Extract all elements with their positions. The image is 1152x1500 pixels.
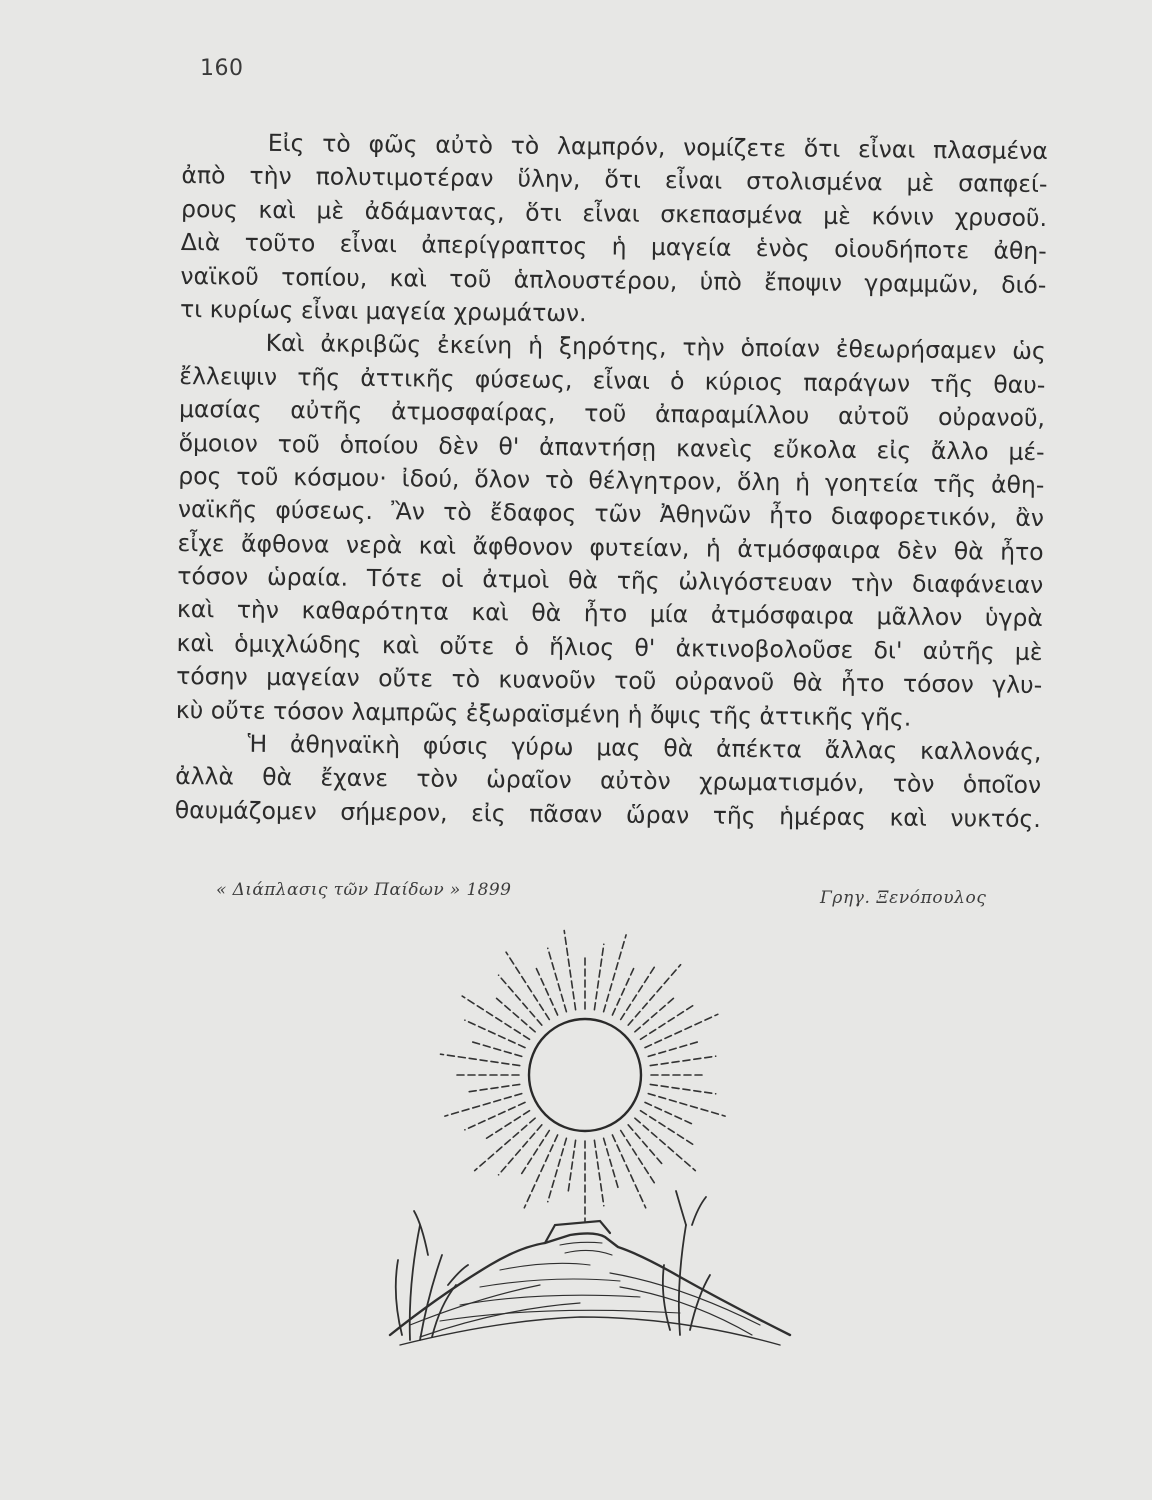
sun-ray (564, 931, 575, 1010)
sun-ray (521, 1131, 549, 1175)
author-name: Γρηγ. Ξενόπουλος (820, 888, 987, 908)
sun-ray (604, 935, 627, 1012)
sun-ray (650, 1084, 715, 1093)
text-line: θαυμάζομεν σήμερον, εἰς πᾶσαν ὥραν τῆς ἡμέρας καὶ νυκτός. (174, 795, 1041, 833)
sun-ray (641, 1004, 697, 1040)
sun-ray (465, 1102, 525, 1129)
sun-ray (462, 996, 529, 1039)
sun-ray (594, 1140, 603, 1205)
sun-ray (645, 1102, 692, 1124)
text-line: τόσην μαγείαν οὔτε τὸ κυανοῦν τοῦ οὐρανοῦ θὰ ἦτο τόσον γλυ- (176, 662, 1043, 700)
sun-ray (472, 1042, 522, 1057)
text-line: Ἡ ἀθηναϊκὴ φύσις γύρω μας θὰ ἀπέκτα ἄλλας καλλονάς, (247, 729, 1042, 767)
sun-ray (506, 952, 549, 1019)
paragraph-1 (180, 126, 1048, 335)
text-line: ἀπὸ τὴν πολυτιμοτέραν ὕλην, ὅτι εἶναι στολισμένα μὲ σαπφεί- (181, 161, 1048, 199)
sun-ray (486, 1111, 530, 1139)
text-line: εἶχε ἄφθονα νερὰ καὶ ἄφθονον φυτείαν, ἡ ἀτμόσφαιρα δὲν θὰ ἦτο (177, 528, 1044, 566)
sun-ray (612, 1135, 645, 1208)
sun-ray (441, 1054, 520, 1065)
text-line: καὶ τὴν καθαρότητα καὶ θὰ ἦτο μία ἀτμόσφαιρα μᾶλλον ὑγρὰ (176, 595, 1044, 633)
text-line: ἔλλειψιν τῆς ἀττικῆς φύσεως, εἶναι ὁ κύριος παράγων τῆς θαυ- (179, 361, 1046, 399)
text-line: ρους καὶ μὲ ἀδάμαντας, ὅτι εἶναι σκεπασμένα μὲ κόνιν χρυσοῦ. (180, 194, 1048, 232)
text-line: καὶ ὁμιχλώδης καὶ οὔτε ὁ ἥλιος θ' ἀκτινοβολοῦσε δι' αὐτῆς μὲ (176, 628, 1043, 666)
text-line: ἀλλὰ θὰ ἔχανε τὸν ὡραῖον αὐτὸν χρωματισμόν, τὸν ὁποῖον (175, 762, 1042, 800)
text-line: Καὶ ἀκριβῶς ἐκείνη ἡ ξηρότης, τὴν ὁποίαν ἐθεωρήσαμεν ὡς (265, 329, 1046, 366)
text-line: τι κυρίως εἶναι μαγεία χρωμάτων. (179, 294, 587, 328)
sun-ray (499, 975, 542, 1025)
sun-ray (650, 1056, 715, 1065)
sun-ray (594, 944, 603, 1009)
sun-ray (568, 1140, 575, 1192)
page-number: 160 (200, 56, 244, 81)
sun-ray (499, 1125, 542, 1175)
article-body (175, 126, 1048, 836)
sun-ray (465, 1020, 525, 1047)
source-citation: « Διάπλασις τῶν Παίδων » 1899 (216, 880, 512, 900)
text-line: ναϊκῆς φύσεως. Ἂν τὸ ἔδαφος τῶν Ἀθηνῶν ἦτο διαφορετικόν, ἂν (177, 495, 1045, 533)
attribution (0, 878, 1152, 918)
text-line: ὅμοιον τοῦ ὁποίου δὲν θ' ἀπαντήσῃ κανεὶς εὔκολα εἰς ἄλλο μέ- (178, 428, 1045, 466)
sun-ray (496, 998, 535, 1032)
text-line: Εἰς τὸ φῶς αὐτὸ τὸ λαμπρόν, νομίζετε ὅτι εἶναι πλασμένα (267, 128, 1048, 166)
sun-over-hills-icon (380, 925, 800, 1365)
sun-ray (445, 1094, 522, 1117)
sun-ray (468, 1084, 520, 1091)
text-line: ναϊκοῦ τοπίου, καὶ τοῦ ἁπλουστέρου, ὑπὸ ἔποψιν γραμμῶν, διό- (180, 261, 1047, 299)
sun-ray (648, 1094, 725, 1117)
sun-ray (604, 1138, 619, 1188)
paragraph-3 (175, 727, 1042, 836)
sun-ray (645, 1014, 718, 1047)
sun-ray (641, 1111, 697, 1147)
text-line: ρος τοῦ κόσμου· ἰδού, ὅλον τὸ θέλγητρον, ὅλη ἡ γοητεία τῆς ἀθη- (178, 461, 1045, 499)
sun-ray (621, 1131, 657, 1187)
paragraph-2 (176, 326, 1046, 736)
sun-ray (612, 968, 634, 1015)
sun-ray (536, 968, 558, 1015)
text-line: μασίας αὐτῆς ἀτμοσφαίρας, τοῦ ἀπαραμίλλου αὐτοῦ οὐρανοῦ, (178, 395, 1046, 433)
sun-ray (548, 1138, 567, 1201)
sun-ray (648, 1042, 698, 1057)
text-line: Διὰ τοῦτο εἶναι ἀπερίγραπτος ἡ μαγεία ἑνὸς οἱουδήποτε ἀθη- (180, 228, 1047, 266)
sun-ray (621, 964, 657, 1020)
text-line: κὺ οὔτε τόσον λαμπρῶς ἐξωραϊσμένη ἡ ὄψις τῆς ἀττικῆς γῆς. (175, 695, 912, 732)
sun-ray (524, 1135, 557, 1208)
sun-ray (628, 1125, 662, 1164)
sun-ray (635, 998, 674, 1032)
sun-ray (548, 948, 567, 1011)
text-line: τόσον ὡραία. Τότε οἱ ἀτμοὶ θὰ τῆς ὠλιγόστευαν τὴν διαφάνειαν (177, 562, 1044, 600)
